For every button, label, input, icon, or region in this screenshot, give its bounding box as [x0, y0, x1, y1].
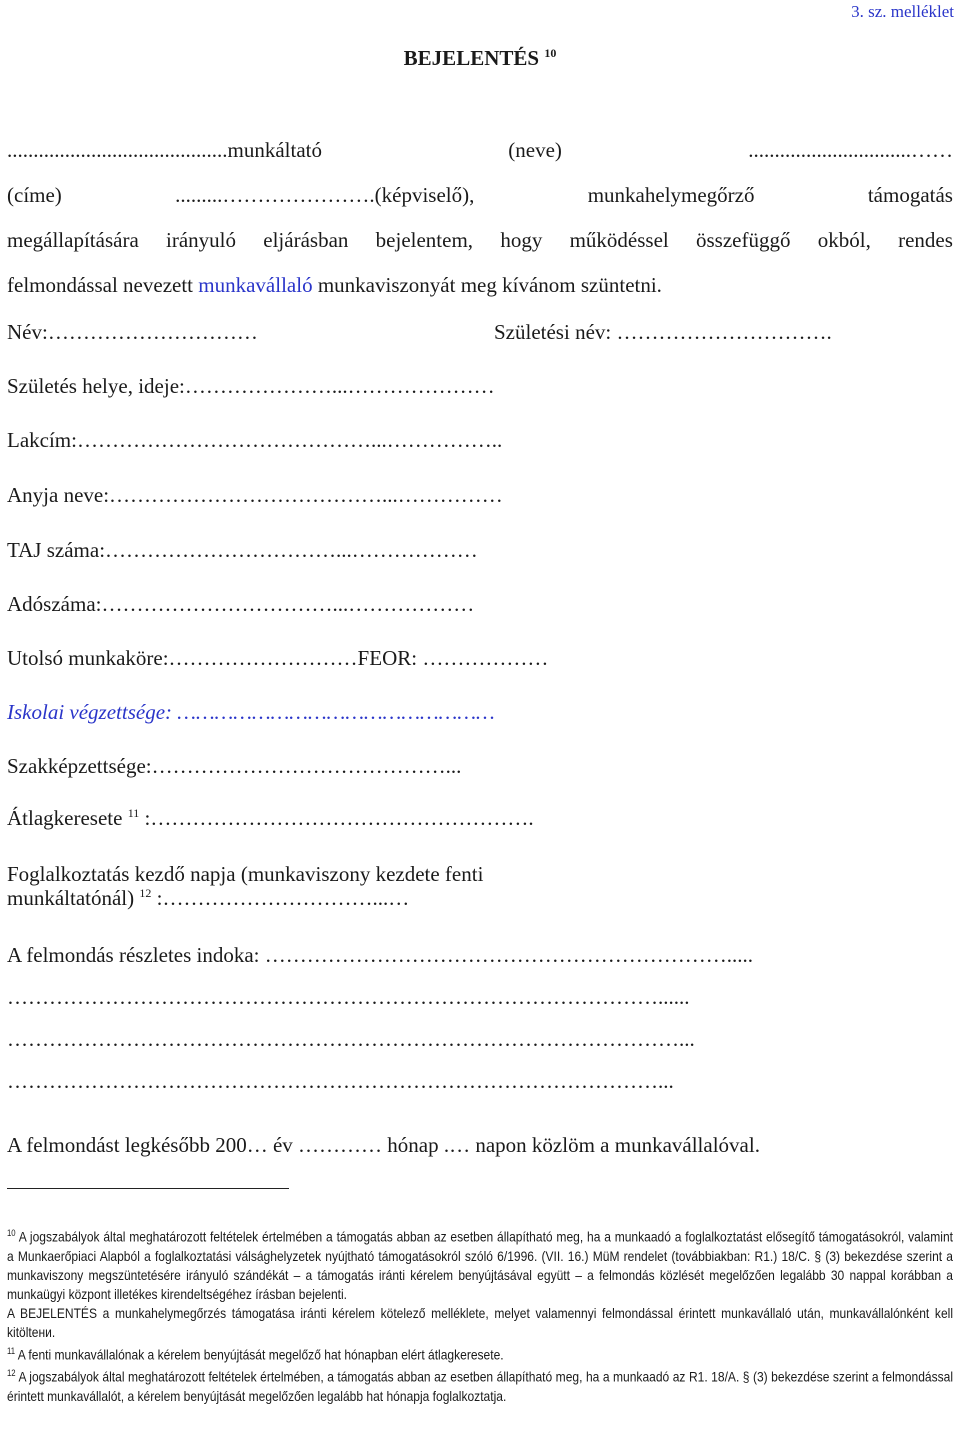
- intro-word: .........………………….(képviselő),: [175, 183, 475, 207]
- closing-statement: A felmondást legkésőbb 200… év ………… hónap .… napon közlöm a munkavállalóval.: [7, 1133, 760, 1157]
- footnote-12-ref: 12: [7, 1368, 16, 1379]
- footnotes: [7, 1224, 953, 1406]
- intro-word: munkahelymegőrző: [587, 183, 755, 207]
- field-address: Lakcím:……………………………………...……………..: [7, 428, 503, 452]
- footnote-11-ref: 11: [7, 1345, 16, 1356]
- intro-text: munkaviszonyát meg kívánom szüntetni.: [312, 273, 662, 297]
- footnote-11: [7, 1342, 953, 1365]
- field-employment-start-line2: [7, 886, 409, 911]
- intro-word: okból,: [817, 228, 871, 252]
- employment-start-label: munkáltatónál): [7, 886, 135, 910]
- intro-word: eljárásban: [263, 228, 349, 252]
- annex-label: 3. sz. melléklet: [851, 2, 954, 21]
- intro-word: támogatás: [867, 183, 953, 207]
- intro-line-1: [7, 128, 953, 173]
- intro-word: (neve): [508, 138, 562, 162]
- intro-word: hogy: [500, 228, 543, 252]
- footnote-12: [7, 1364, 953, 1406]
- footnote-ref-11: 11: [127, 806, 140, 820]
- field-mother-name: Anyja neve:…………………………………...……………: [7, 483, 503, 507]
- field-taj-number: TAJ száma:……………………………...………………: [7, 538, 478, 562]
- field-qualification: Szakképzettsége:……………………………………...: [7, 754, 462, 778]
- intro-word: megállapítására: [7, 228, 139, 252]
- reason-line-3: ……………………………………………………………………………………...: [7, 1027, 695, 1051]
- footnote-10-text: A jogszabályok által meghatározott feltételek értelmében a támogatás abban az esetben állapítható meg, ha a munkaadó a foglalkoztatást elősegítő támogatásokról, valamint a Munkaerőpiaci Alapból a foglalkoztatási válsághelyzetek nyújtható támogatásokról szóló 6/1996. (VII. 16.) MüM rendelet (továbbiakban: R1.) 18/C. § (3) bekezdése szerint a munkaviszony megszüntetésére irányuló szándékát – a támogatás iránti kérelem benyújtásával együtt – a felmondás közlését megelőzően legalább 30 nappal korábban a munkaügyi központ illetékes kirendeltségéhez írásban bejelenti.: [7, 1228, 953, 1302]
- footnote-10-ref: 10: [7, 1228, 16, 1238]
- average-earnings-fill: :……………………………………………….: [139, 806, 534, 830]
- intro-paragraph: [7, 128, 953, 308]
- footnote-10: [7, 1224, 953, 1304]
- average-earnings-label: Átlagkeresete: [7, 806, 123, 830]
- field-education: Iskolai végzettsége: ……………………………………………: [7, 700, 495, 724]
- field-last-job-feor: Utolsó munkaköre:………………………FEOR: ………………: [7, 646, 549, 670]
- intro-line-2: [7, 173, 953, 218]
- intro-word: bejelentem,: [375, 228, 474, 252]
- field-birth-name: Születési név: ………………………….: [494, 320, 832, 344]
- intro-line-4: [7, 263, 953, 308]
- title-text: BEJELENTÉS: [403, 46, 540, 70]
- field-average-earnings: [7, 806, 534, 831]
- bejelentes-note: A BEJELENTÉS a munkahelymegőrzés támogatása iránti kérelem kötelező melléklete, melyet valamennyi felmondással érintett munkavállaló után, munkavállalónként kell kitöltени.: [7, 1304, 953, 1340]
- intro-word: ..........................................munkáltató: [7, 138, 322, 162]
- intro-word: (címe): [7, 183, 62, 207]
- page-title: [0, 46, 960, 71]
- field-tax-number: Adószáma:……………………………...………………: [7, 592, 475, 616]
- title-footnote-ref: 10: [544, 46, 557, 60]
- intro-word: összefüggő: [696, 228, 791, 252]
- field-employment-start-line1: Foglalkoztatás kezdő napja (munkaviszony kezdete fenti: [7, 862, 484, 886]
- intro-text: felmondással nevezett: [7, 273, 199, 297]
- field-name: Név:…………………………: [7, 320, 258, 344]
- employment-start-fill: :…………………………...…: [151, 886, 410, 910]
- intro-word: irányuló: [166, 228, 237, 252]
- intro-word: működéssel: [569, 228, 669, 252]
- footnote-12-text: A jogszabályok által meghatározott feltételek értelmében, a támogatás abban az esetben állapítható meg, ha a munkaadó az R1. 18/A. § (3) bekezdése szerint a felmondással érintett munkavállalót, a kérelem benyújtását megelőzően legalább hat hónapja foglalkoztatja.: [7, 1368, 953, 1404]
- reason-line-4: …………………………………………………………………………………...: [7, 1069, 674, 1093]
- intro-line-3: [7, 218, 953, 263]
- employee-word: munkavállaló: [198, 273, 313, 297]
- field-birth-place-date: Születés helye, ideje:…………………...…………………: [7, 374, 495, 398]
- footnote-11-text: A fenti munkavállalónak a kérelem benyújtását megelőző hat hónapban elért átlagkeresete.: [15, 1346, 504, 1363]
- footnote-divider: [7, 1188, 289, 1189]
- intro-word: rendes: [898, 228, 953, 252]
- intro-word: ...............................……: [748, 138, 953, 162]
- reason-line-2: …………………………………………………………………………………......: [7, 985, 690, 1009]
- field-termination-reason: A felmondás részletes indoka: ………………………………………………………….....: [7, 943, 754, 967]
- footnote-ref-12: 12: [139, 886, 152, 900]
